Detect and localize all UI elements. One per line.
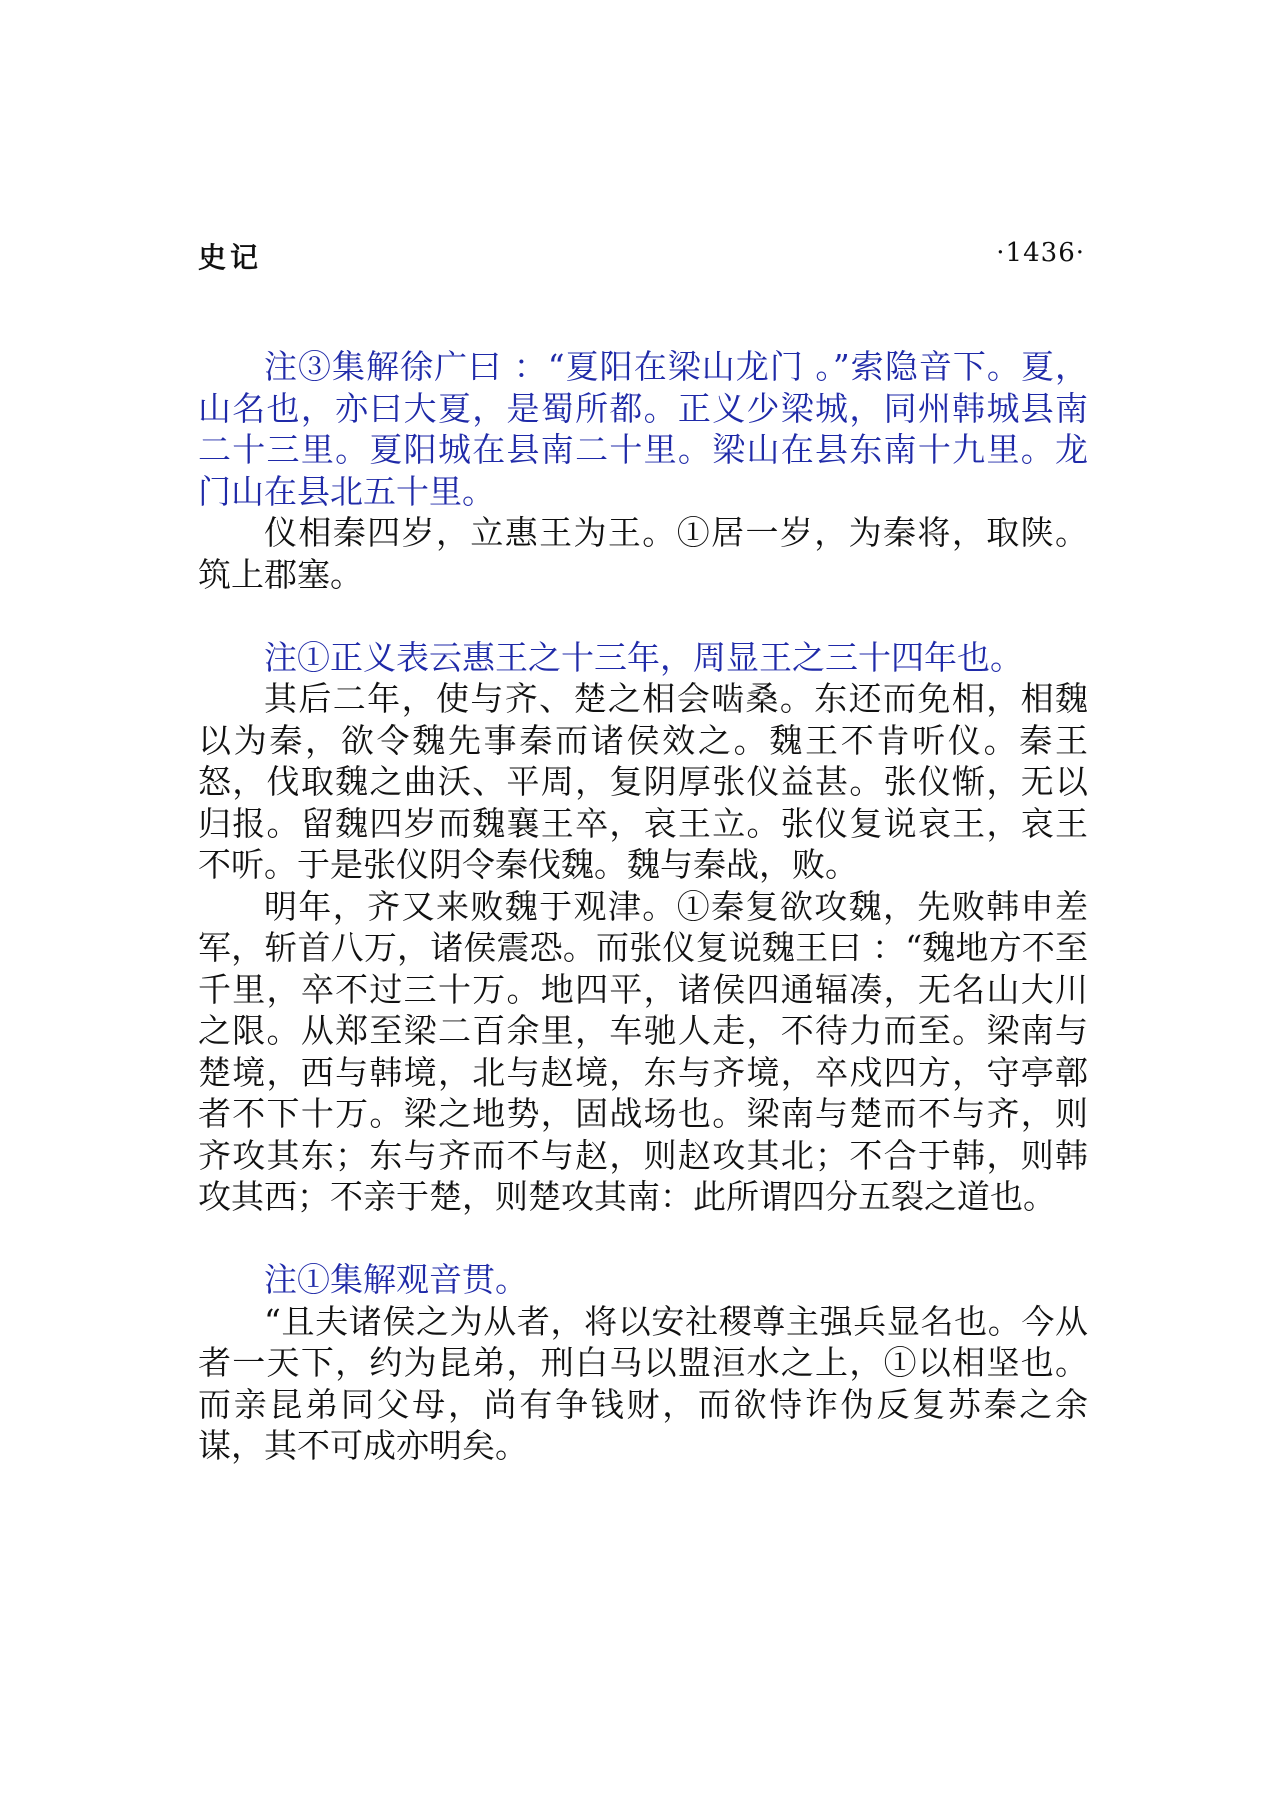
book-title: 史记 [198,241,263,274]
annotation-paragraph: 注①正义表云惠王之十三年，周显王之三十四年也。 [264,637,1023,677]
paragraph-gap [198,1218,1088,1260]
text-paragraph: “且夫诸侯之为从者，将以安社稷尊主强兵显名也。今从者一天下，约为昆弟，刑白马以盟洹水之上，①以相坚也。而亲昆弟同父母，尚有争钱财，而欲恃诈伪反复苏秦之余谋，其不可成亦明矣。 [198,1301,1088,1465]
page-header [198,236,1085,280]
text-paragraph: 明年，齐又来败魏于观津。①秦复欲攻魏，先败韩申差军，斩首八万，诸侯震恐。而张仪复说魏王曰 ：“魏地方不至千里，卒不过三十万。地四平，诸侯四通辐凑，无名山大川之限。从郑至梁二百余里，车驰人走，不待力而至。梁南与楚境，西与韩境，北与赵境，东与齐境，卒戍四方，守亭鄣者不下十万。梁之地势，固战场也。梁南与楚而不与齐，则齐攻其东；东与齐而不与赵，则赵攻其北；不合于韩，则韩攻其西；不亲于楚，则楚攻其南：此所谓四分五裂之道也。 [198,886,1088,1216]
text-paragraph: 其后二年，使与齐、楚之相会啮桑。东还而免相，相魏以为秦，欲令魏先事秦而诸侯效之。魏王不肯听仪。秦王怒，伐取魏之曲沃、平周，复阴厚张仪益甚。张仪惭，无以归报。留魏四岁而魏襄王卒，哀王立。张仪复说哀王，哀王不听。于是张仪阴令秦伐魏。魏与秦战，败。 [198,679,1088,884]
page-number: ·1436· [996,238,1085,268]
annotation-paragraph: 注①集解观音贯。 [264,1260,528,1299]
paragraph-gap [198,595,1088,637]
page-body [198,346,1088,1467]
text-paragraph: 仪相秦四岁，立惠王为王。①居一岁，为秦将，取陕。筑上郡塞。 [198,513,1088,594]
annotation-paragraph: 注③集解徐广曰 ：“夏阳在梁山龙门 。”索隐音下。夏，山名也，亦曰大夏，是蜀所都。正义少梁城，同州韩城县南二十三里。夏阳城在县南二十里。梁山在县东南十九里。龙门山在县北五十里。 [198,347,1088,511]
